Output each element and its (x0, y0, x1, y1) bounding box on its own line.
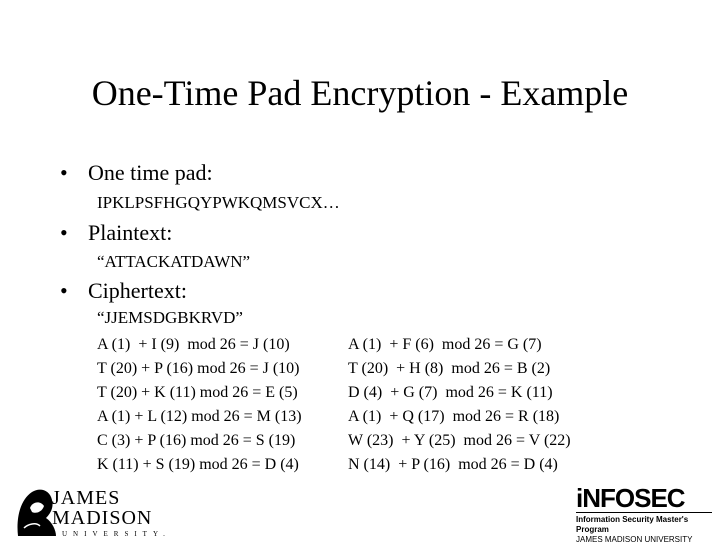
bullet-marker: • (60, 278, 68, 303)
ciphertext-value: “JJEMSDGBKRVD” (97, 308, 243, 327)
equation: W (23) + Y (25) mod 26 = V (22) (348, 432, 571, 449)
bullet-marker: • (60, 160, 68, 185)
slide-title: One-Time Pad Encryption - Example (91, 73, 629, 113)
equation: T (20) + K (11) mod 26 = E (5) (97, 384, 298, 401)
infosec-university: JAMES MADISON UNIVERSITY (576, 535, 693, 544)
infosec-tagline: Information Security Master's Program (576, 512, 712, 535)
equation: A (1) + I (9) mod 26 = J (10) (97, 336, 290, 353)
bullet-marker: • (60, 220, 68, 245)
jmu-logo-text: JAMES MADISON (52, 487, 153, 529)
right-equations (348, 333, 571, 477)
one-time-pad-value: IPKLPSFHGQYPWKQMSVCX… (97, 193, 340, 212)
equation: K (11) + S (19) mod 26 = D (4) (97, 456, 299, 473)
equation: T (20) + P (16) mod 26 = J (10) (97, 360, 300, 377)
plaintext-value: “ATTACKATDAWN” (97, 252, 251, 271)
bullet-label: Plaintext: (88, 220, 173, 245)
left-equations (97, 333, 302, 477)
equation: A (1) + F (6) mod 26 = G (7) (348, 336, 542, 353)
equation: A (1) + L (12) mod 26 = M (13) (97, 408, 302, 425)
equation: C (3) + P (16) mod 26 = S (19) (97, 432, 296, 449)
equation: N (14) + P (16) mod 26 = D (4) (348, 456, 558, 473)
bullet-label: One time pad: (88, 160, 213, 185)
equation: D (4) + G (7) mod 26 = K (11) (348, 384, 553, 401)
infosec-logo (576, 484, 712, 545)
equation: A (1) + Q (17) mod 26 = R (18) (348, 408, 560, 425)
equation: T (20) + H (8) mod 26 = B (2) (348, 360, 551, 377)
infosec-brand: iNFOSEC (576, 483, 685, 513)
bullet-plaintext (60, 220, 172, 246)
bullet-one-time-pad (60, 160, 213, 186)
bullet-ciphertext (60, 278, 187, 304)
bullet-label: Ciphertext: (88, 278, 187, 303)
jmu-university-text: UNIVERSITY. (62, 530, 171, 538)
